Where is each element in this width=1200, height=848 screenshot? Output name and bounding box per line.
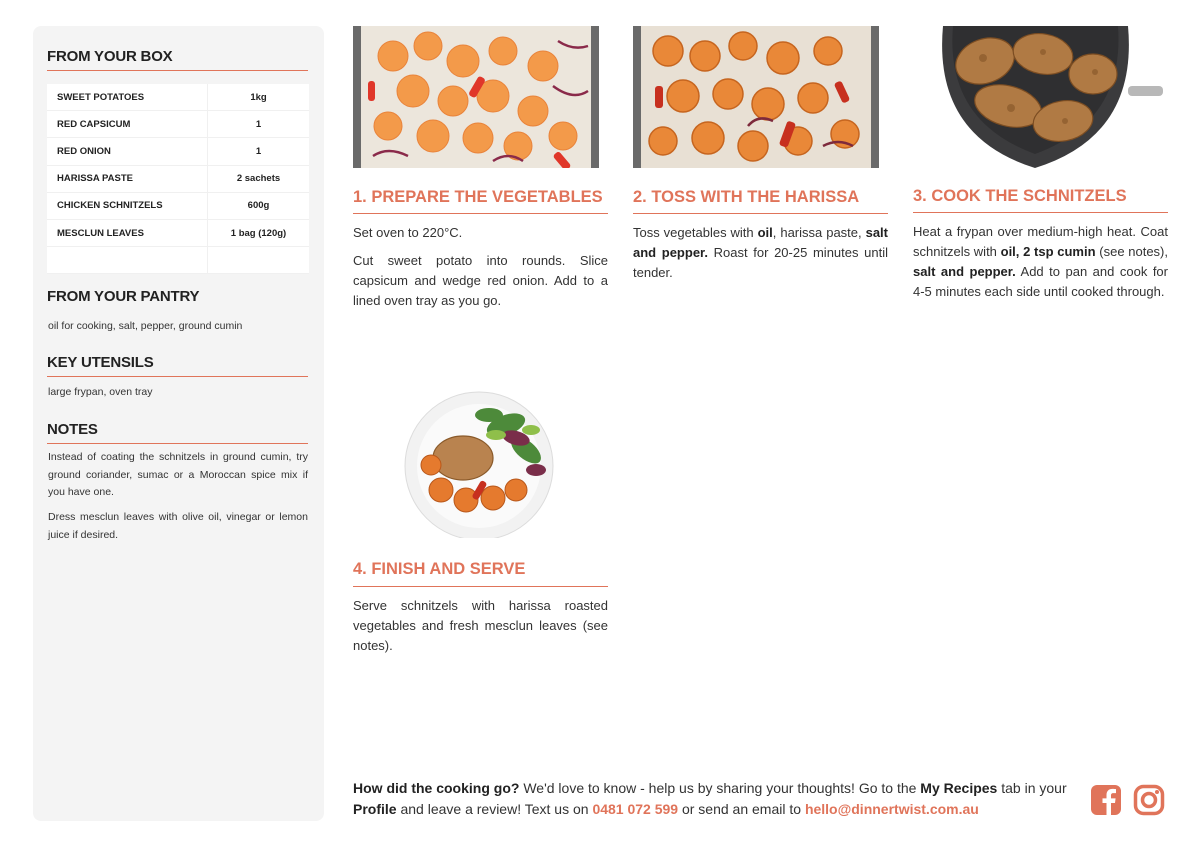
step-title: 3. COOK THE SCHNITZELS	[913, 187, 1127, 205]
ingredient-qty: 2 sachets	[208, 165, 310, 192]
divider	[47, 70, 308, 71]
phone-link[interactable]: 0481 072 599	[592, 801, 679, 817]
table-row	[47, 219, 309, 246]
ingredient-name: MESCLUN LEAVES	[47, 219, 208, 246]
divider	[913, 212, 1168, 213]
step-3	[913, 26, 1168, 326]
ingredients-panel	[33, 26, 324, 821]
divider	[47, 376, 308, 377]
step-text: Cut sweet potato into rounds. Slice capsicum and wedge red onion. Add to a lined oven tray as you go.	[353, 253, 608, 308]
instagram-icon[interactable]	[1133, 784, 1167, 818]
divider	[633, 213, 888, 214]
email-link[interactable]: hello@dinnertwist.com.au	[804, 801, 979, 817]
schnitzels-photo	[913, 26, 1168, 168]
step-2	[633, 26, 888, 326]
ingredient-name: HARISSA PASTE	[47, 165, 208, 192]
ingredient-qty: 600g	[208, 192, 310, 219]
ingredient-qty: 1	[208, 138, 310, 165]
utensils-text: large frypan, oven tray	[48, 386, 153, 398]
step-text: Serve schnitzels with harissa roasted vegetables and fresh mesclun leaves (see notes).	[353, 598, 608, 653]
table-row	[47, 192, 309, 219]
divider	[47, 443, 308, 444]
step-text: Toss vegetables with oil, harissa paste, salt and pepper. Roast for 20-25 minutes until tender.	[633, 225, 888, 280]
vegetables-photo	[353, 26, 599, 168]
facebook-icon[interactable]	[1090, 784, 1124, 818]
ingredient-qty: 1 bag (120g)	[208, 219, 310, 246]
ingredient-name: CHICKEN SCHNITZELS	[47, 192, 208, 219]
note-text: Dress mesclun leaves with olive oil, vinegar or lemon juice if desired.	[48, 511, 308, 541]
note-text: Instead of coating the schnitzels in ground cumin, try ground coriander, sumac or a Moroccan spice mix if you have one.	[48, 451, 308, 498]
feedback-footer: How did the cooking go? We'd love to know - help us by sharing your thoughts! Go to the My Recipes tab in your Profile and leave a review! Text us on 0481 072 599 or send an email to hello@dinnertwist.com.au	[353, 780, 1067, 817]
ingredient-name: RED CAPSICUM	[47, 111, 208, 138]
pantry-title: FROM YOUR PANTRY	[47, 288, 200, 305]
table-row	[47, 84, 309, 111]
step-text: Set oven to 220°C.	[353, 225, 463, 240]
ingredient-qty: 1kg	[208, 84, 310, 111]
ingredients-table	[47, 84, 309, 274]
divider	[353, 586, 608, 587]
roasted-vegetables-photo	[633, 26, 879, 168]
table-row	[47, 111, 309, 138]
ingredient-name: RED ONION	[47, 138, 208, 165]
ingredient-qty: 1	[208, 111, 310, 138]
step-title: 4. FINISH AND SERVE	[353, 560, 526, 578]
table-row-empty	[47, 247, 309, 274]
utensils-title: KEY UTENSILS	[47, 354, 154, 371]
step-4	[353, 390, 608, 670]
pantry-text: oil for cooking, salt, pepper, ground cumin	[48, 320, 243, 332]
step-title: 2. TOSS WITH THE HARISSA	[633, 188, 860, 206]
step-text: Heat a frypan over medium-high heat. Coat schnitzels with oil, 2 tsp cumin (see notes), salt and pepper. Add to pan and cook for 4-5 minutes each side until cooked through.	[913, 224, 1168, 299]
notes-title: NOTES	[47, 421, 98, 438]
step-1	[353, 26, 608, 326]
table-row	[47, 165, 309, 192]
step-title: 1. PREPARE THE VEGETABLES	[353, 188, 603, 206]
from-box-title: FROM YOUR BOX	[47, 48, 173, 65]
table-row	[47, 138, 309, 165]
ingredient-name: SWEET POTATOES	[47, 84, 208, 111]
divider	[353, 213, 608, 214]
plated-dish-photo	[401, 390, 561, 538]
